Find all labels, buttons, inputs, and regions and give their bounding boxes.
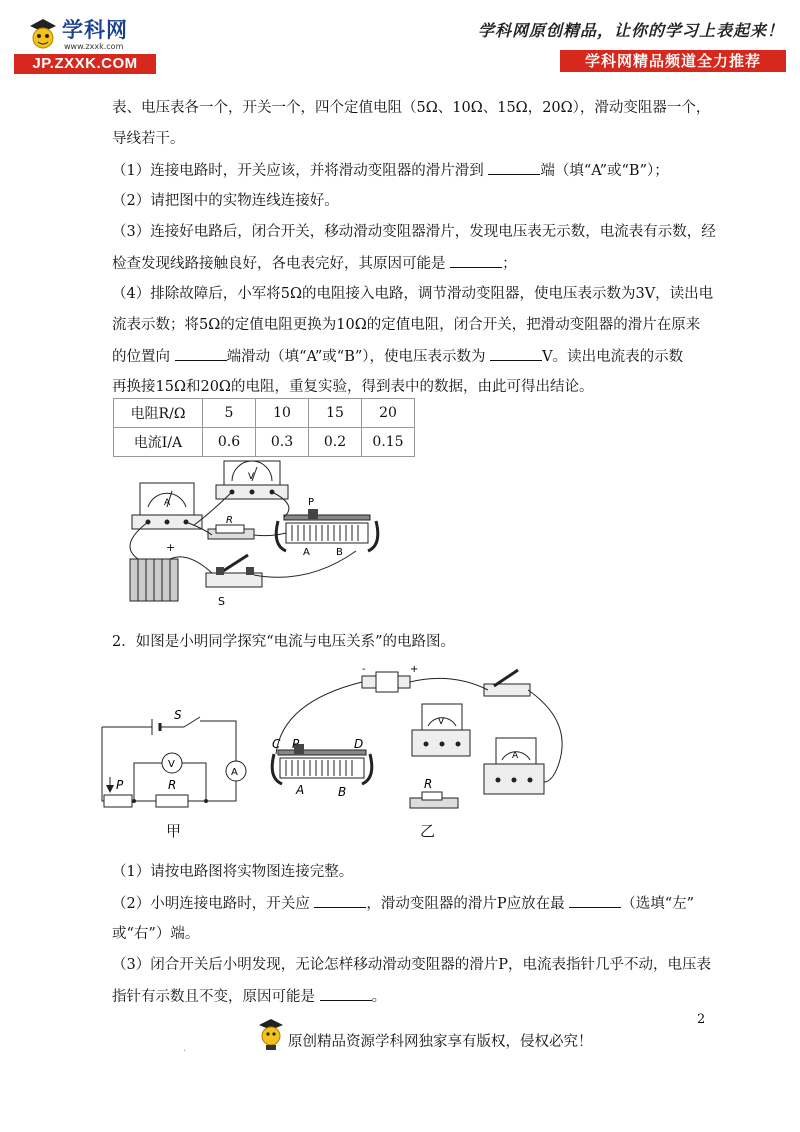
ammeter-icon — [132, 483, 202, 529]
site-logo[interactable] — [14, 14, 154, 76]
q2-circuit-diagram — [96, 705, 252, 813]
logo-domain: JP.ZXXK.COM — [14, 54, 156, 74]
rheostat-slider-label: P — [308, 497, 315, 508]
resistor-label: R — [168, 778, 177, 792]
table-cell: 电阻R/Ω — [114, 399, 203, 428]
ammeter-icon — [484, 738, 544, 794]
rheostat-end-b-label: B — [336, 547, 343, 558]
voltmeter-label: V — [248, 472, 255, 482]
answer-blank[interactable] — [490, 346, 542, 361]
table-cell: 0.3 — [256, 428, 309, 457]
resistor-icon — [208, 515, 254, 539]
battery-minus-label: - — [362, 664, 366, 675]
table-cell: 0.2 — [309, 428, 362, 457]
q2-part-3-text: 指针有示数且不变，原因可能是 — [112, 989, 320, 1005]
answer-blank[interactable] — [175, 346, 227, 361]
channel-banner: 学科网精品频道全力推荐 — [560, 50, 786, 72]
header-slogan: 学科网原创精品，让你的学习上表起来！ — [477, 21, 784, 40]
rheostat-end-d-label: D — [354, 737, 364, 751]
table-row — [114, 399, 415, 428]
table-cell: 15 — [309, 399, 362, 428]
q2-part-2-text-a: （2）小明连接电路时，开关应 — [112, 896, 315, 912]
rheostat-end-a-label: A — [303, 547, 310, 558]
q1-part-1 — [112, 160, 669, 181]
table-cell: 电流I/A — [114, 428, 203, 457]
answer-blank[interactable] — [569, 893, 621, 908]
rheostat-end-b-label: B — [338, 785, 347, 799]
svg-text:A: A — [512, 751, 519, 761]
q1-intro-line-1: 表、电压表各一个，开关一个，四个定值电阻（5Ω、10Ω、15Ω，20Ω），滑动变阻器一个， — [112, 100, 711, 116]
q1-circuit-figure — [108, 455, 408, 615]
q1-part-4-line-1: （4）排除故障后，小军将5Ω的电阻接入电路，调节滑动变阻器，使电压表示数为3V，读出电 — [112, 286, 714, 302]
table-row — [114, 428, 415, 457]
q2-part-2-line-2: 或“右”）端。 — [112, 926, 200, 942]
q2-part-1: （1）请按电路图将实物图连接完整。 — [112, 864, 354, 880]
mascot-icon — [256, 1016, 286, 1050]
resistor-icon — [410, 777, 458, 808]
copyright-notice: 原创精品资源学科网独家享有版权，侵权必究！ — [288, 1034, 593, 1050]
svg-text:V: V — [438, 717, 445, 727]
table-cell: 0.6 — [203, 428, 256, 457]
battery-icon — [362, 664, 418, 692]
q1-part-2: （2）请把图中的实物连线连接好。 — [112, 193, 339, 209]
q1-part-4-line-3 — [112, 346, 683, 367]
table-cell: 5 — [203, 399, 256, 428]
resistor-label: R — [424, 777, 433, 791]
switch-icon — [484, 670, 530, 696]
rheostat-icon — [276, 497, 378, 558]
logo-name: 学科网 — [62, 18, 128, 42]
q1-intro-line-2: 导线若干。 — [112, 131, 185, 147]
q2-real-circuit-figure — [262, 662, 574, 820]
q2-part-2-text-c: （选填“左” — [621, 896, 695, 912]
answer-blank[interactable] — [488, 160, 540, 175]
battery-plus-label: + — [166, 541, 176, 554]
q1-part-1-text: （1）连接电路时，开关应该，并将滑动变阻器的滑片滑到 — [112, 163, 489, 179]
rheostat-slider-label: P — [116, 778, 124, 792]
fig-label-yi: 乙 — [420, 822, 436, 840]
rheostat-end-c-label: C — [272, 737, 281, 751]
fig-label-jia: 甲 — [166, 822, 182, 840]
battery-plus-label: + — [410, 664, 419, 675]
table-cell: 0.15 — [362, 428, 415, 457]
switch-label: S — [174, 708, 182, 722]
ammeter-label: A — [164, 498, 171, 508]
q1-part-4-line-4: 再换接15Ω和20Ω的电阻，重复实验，得到表中的数据，由此可得出结论。 — [112, 379, 594, 395]
footer-dot: . — [183, 1043, 187, 1054]
rheostat-slider-label: P — [292, 737, 300, 751]
voltmeter-icon — [216, 461, 288, 499]
switch-label: S — [218, 595, 225, 608]
q2-part-3-line-2 — [112, 986, 386, 1007]
table-cell: 10 — [256, 399, 309, 428]
voltmeter-icon — [412, 704, 470, 756]
ammeter-label: A — [231, 767, 238, 778]
switch-icon — [206, 555, 262, 608]
q2-part-3-line-1: （3）闭合开关后小明发现，无论怎样移动滑动变阻器的滑片P，电流表指针几乎不动，电压表 — [112, 957, 711, 973]
q2-part-2-line-1 — [112, 893, 694, 914]
q1-part-4-text-a: 的位置向 — [112, 349, 175, 365]
answer-blank[interactable] — [450, 253, 502, 268]
battery-icon — [130, 541, 178, 601]
q1-part-3-tail: ； — [502, 256, 517, 272]
q1-part-3-line-1: （3）连接好电路后，闭合开关，移动滑动变阻器滑片，发现电压表无示数，电流表有示数，经 — [112, 224, 716, 240]
q1-part-4-line-2: 流表示数；将5Ω的定值电阻更换为10Ω的定值电阻，闭合开关，把滑动变阻器的滑片在原来 — [112, 317, 701, 333]
resistor-label: R — [226, 515, 233, 526]
data-table — [113, 398, 415, 457]
answer-blank[interactable] — [320, 986, 372, 1001]
page-number: 2 — [697, 1012, 706, 1027]
rheostat-end-a-label: A — [296, 783, 305, 797]
q2-part-3-tail: 。 — [371, 989, 387, 1005]
rheostat-icon — [272, 737, 372, 799]
q1-part-4-text-b: 端滑动（填“A”或“B”），使电压表示数为 — [226, 349, 491, 365]
q1-part-1-tail: 端（填“A”或“B”）； — [540, 163, 669, 179]
q2-part-2-text-b: ，滑动变阻器的滑片P应放在最 — [366, 896, 570, 912]
logo-url: www.zxxk.com — [64, 42, 124, 51]
q2-title: 2．如图是小明同学探究“电流与电压关系”的电路图。 — [112, 634, 456, 650]
answer-blank[interactable] — [314, 893, 366, 908]
q1-part-3-line-2 — [112, 253, 517, 274]
q1-part-4-text-c: V。读出电流表的示数 — [542, 349, 684, 365]
table-cell: 20 — [362, 399, 415, 428]
mascot-icon — [26, 16, 60, 56]
voltmeter-label: V — [168, 759, 175, 770]
q1-part-3-text: 检查发现线路接触良好，各电表完好，其原因可能是 — [112, 256, 451, 272]
